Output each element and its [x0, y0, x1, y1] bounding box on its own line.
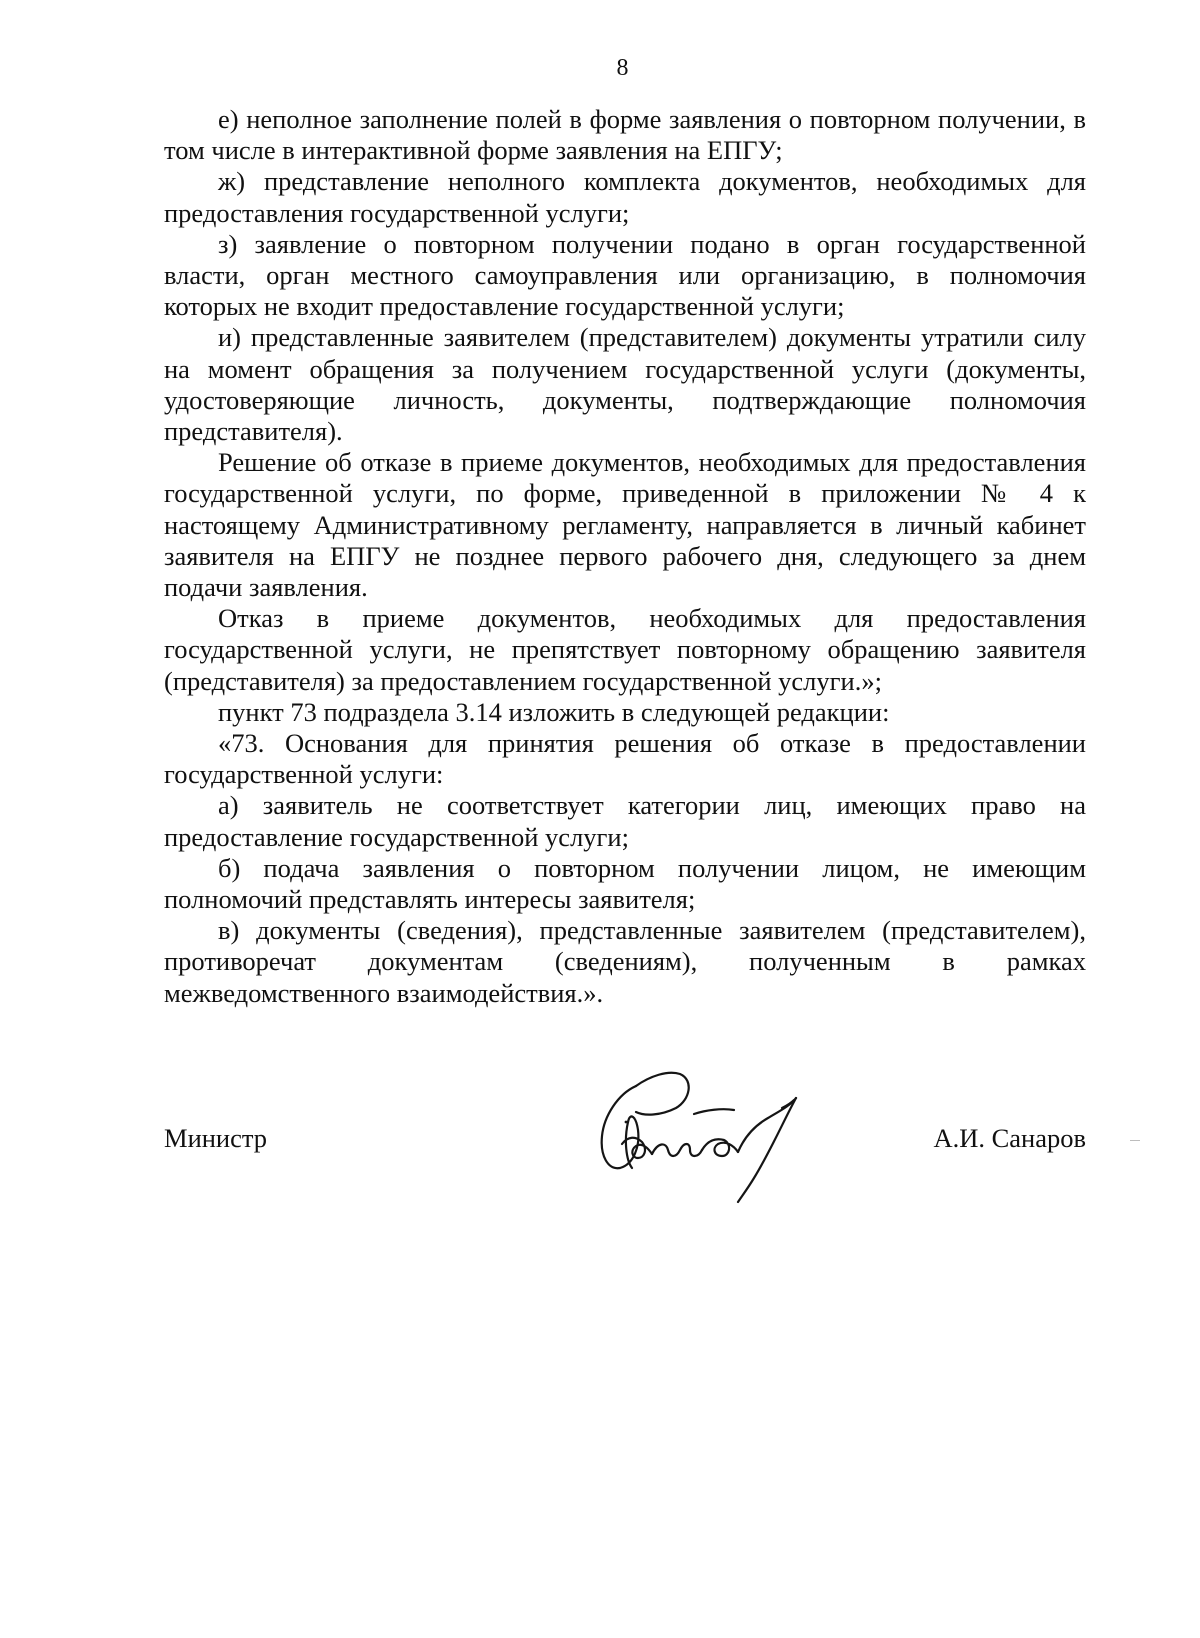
signatory-position: Министр [164, 1123, 268, 1153]
paragraph-zh: ж) представление неполного комплекта документов, необходимых для предоставления государственной услуги; [164, 166, 1086, 228]
paragraph-a: а) заявитель не соответствует категории лиц, имеющих право на предоставление государственной услуги; [164, 790, 1086, 852]
paragraph-rejection-no-obstacle: Отказ в приеме документов, необходимых для предоставления государственной услуги, не препятствует повторному обращению заявителя (представителя) за предоставлением государственной услуги.»; [164, 603, 1086, 696]
paragraph-i: и) представленные заявителем (представителем) документы утратили силу на момент обращения за получением государственной услуги (документы, удостоверяющие личность, документы, подтверждающие полномочия представителя). [164, 322, 1086, 447]
page-number: 8 [616, 55, 629, 81]
handwritten-signature-icon [584, 1060, 834, 1210]
paragraph-item-73-intro: пункт 73 подраздела 3.14 изложить в следующей редакции: [218, 696, 890, 727]
paragraph-v: в) документы (сведения), представленные заявителем (представителем), противоречат документам (сведениям), полученным в рамках межведомственного взаимодействия.». [164, 915, 1086, 1008]
signature-block [164, 1060, 1086, 1210]
signatory-name: А.И. Санаров [933, 1123, 1086, 1153]
paragraph-rejection-decision: Решение об отказе в приеме документов, необходимых для предоставления государственной услуги, по форме, приведенной в приложении № 4 к настоящему Административному регламенту, направляется в личный кабинет заявителя на ЕПГУ не позднее первого рабочего дня, следующего за днем подачи заявления. [164, 447, 1086, 603]
paragraph-e: е) неполное заполнение полей в форме заявления о повторном получении, в том числе в интерактивной форме заявления на ЕПГУ; [164, 104, 1086, 166]
scan-edge-mark [1130, 1140, 1140, 1141]
document-body [164, 104, 1086, 1009]
paragraph-b: б) подача заявления о повторном получении лицом, не имеющим полномочий представлять интересы заявителя; [164, 852, 1086, 915]
paragraph-z: з) заявление о повторном получении подано в орган государственной власти, орган местного самоуправления или организацию, в полномочия которых не входит предоставление государственной услуги; [164, 228, 1086, 322]
paragraph-item-73: «73. Основания для принятия решения об отказе в предоставлении государственной услуги: [164, 728, 1086, 790]
